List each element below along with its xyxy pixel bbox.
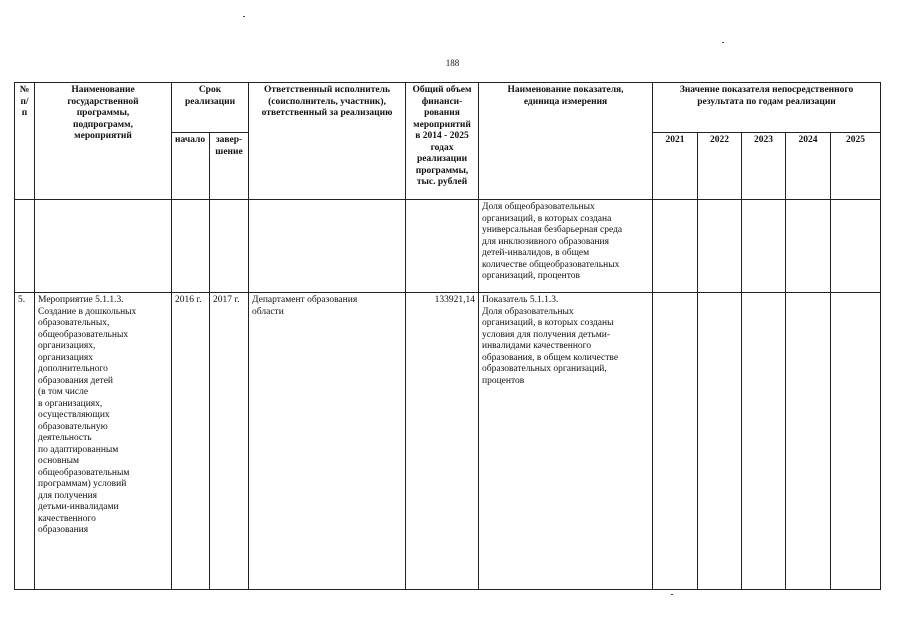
header-year: 2021 — [653, 133, 698, 200]
header-term-end: завер- шение — [210, 133, 249, 200]
page-number: 188 — [445, 58, 460, 68]
header-year: 2022 — [698, 133, 742, 200]
header-indicator: Наименование показателя, единица измерения — [479, 83, 653, 200]
cell-start: 2016 г. — [172, 293, 210, 590]
cell-value-2025 — [831, 200, 881, 293]
header-name: Наименование государственной программы, подпрограмм, мероприятий — [35, 83, 172, 200]
header-num: № п/п — [15, 83, 35, 200]
cell-executor — [249, 200, 406, 293]
cell-volume — [406, 200, 479, 293]
header-year: 2025 — [831, 133, 881, 200]
program-table — [14, 82, 881, 590]
header-values: Значение показателя непосредственного результата по годам реализации — [653, 83, 881, 133]
scan-speck — [671, 594, 673, 595]
cell-value-2021 — [653, 293, 698, 590]
cell-name: Мероприятие 5.1.1.3. Создание в дошкольных образовательных, общеобразовательных организациях, организациях дополнительного образования детей (в том числе в организациях, осуществляющих образовательную деятельность по адаптированным основным общеобразовательным программам) условий для получения детьми-инвалидами качественного образования — [35, 293, 172, 590]
scan-speck — [722, 42, 724, 43]
cell-value-2021 — [653, 200, 698, 293]
cell-value-2024 — [786, 293, 831, 590]
cell-num: 5. — [15, 293, 35, 590]
header-year: 2024 — [786, 133, 831, 200]
cell-value-2024 — [786, 200, 831, 293]
cell-value-2023 — [742, 200, 786, 293]
header-year: 2023 — [742, 133, 786, 200]
cell-value-2025 — [831, 293, 881, 590]
cell-executor: Департамент образования области — [249, 293, 406, 590]
header-term: Срок реализации — [172, 83, 249, 133]
cell-value-2022 — [698, 293, 742, 590]
cell-end — [210, 200, 249, 293]
header-volume: Общий объем финанси- рования мероприятий в 2014 - 2025 годах реализации программы, тыс. рублей — [406, 83, 479, 200]
header-term-start: начало — [172, 133, 210, 200]
cell-end: 2017 г. — [210, 293, 249, 590]
table-row — [15, 293, 881, 590]
cell-volume: 133921,14 — [406, 293, 479, 590]
cell-start — [172, 200, 210, 293]
header-row-top — [15, 83, 881, 133]
cell-value-2023 — [742, 293, 786, 590]
cell-num — [15, 200, 35, 293]
header-executor: Ответственный исполнитель (соисполнитель, участник), ответственный за реализацию — [249, 83, 406, 200]
cell-indicator: Доля общеобразовательных организаций, в которых создана универсальная безбарьерная среда для инклюзивного образования детей-инвалидов, в общем количестве общеобразовательных организаций, процентов — [479, 200, 653, 293]
scan-speck — [243, 16, 245, 17]
cell-value-2022 — [698, 200, 742, 293]
table-row — [15, 200, 881, 293]
cell-indicator: Показатель 5.1.1.3. Доля образовательных организаций, в которых созданы условия для получения детьми- инвалидами качественного образования, в общем количестве образовательных организаций, процентов — [479, 293, 653, 590]
cell-name — [35, 200, 172, 293]
